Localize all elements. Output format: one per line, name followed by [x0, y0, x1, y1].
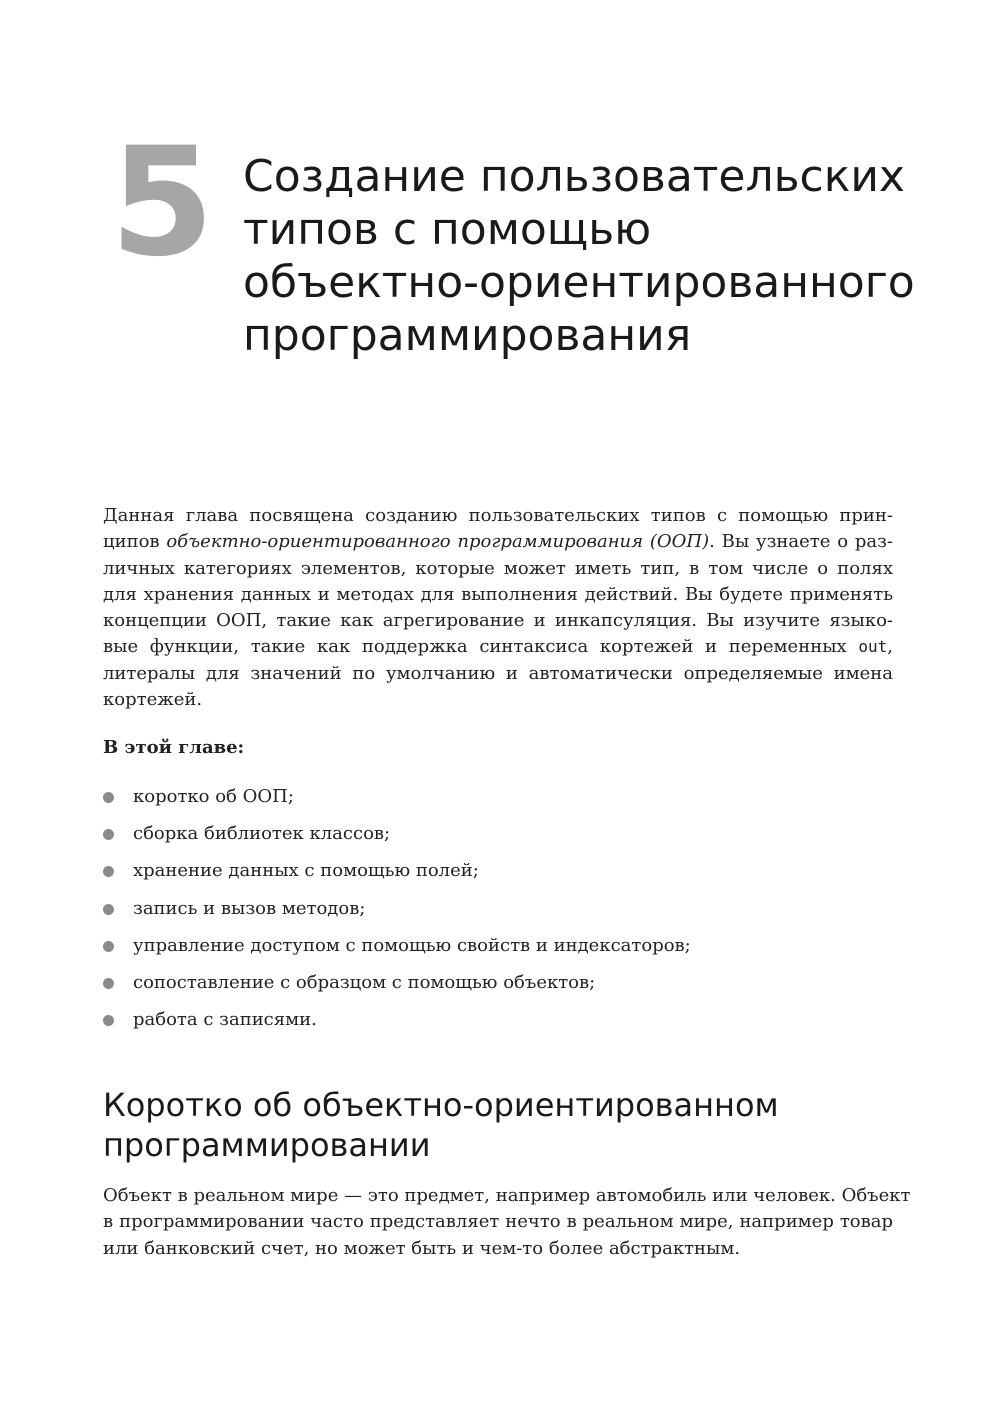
list-item-text: сопоставление с образцом с помощью объектов;	[133, 971, 596, 993]
section-paragraph	[103, 1183, 911, 1262]
bullet-icon	[103, 1015, 114, 1026]
intro-line	[103, 529, 893, 555]
chapter-title-line: Создание пользовательских	[243, 151, 905, 202]
section-line: или банковский счет, но может быть и чем-то более абстрактным.	[103, 1237, 741, 1259]
in-chapter-heading: В этой главе:	[103, 737, 245, 758]
section-title-line: Коротко об объектно-ориентированном	[103, 1086, 779, 1124]
section-title-line: программировании	[103, 1126, 431, 1164]
chapter-title-line: типов с помощью	[243, 204, 652, 255]
intro-line: для хранения данных и методах для выполнения действий. Вы будете применять	[103, 583, 893, 605]
intro-line: кортежей.	[103, 689, 203, 711]
list-item-text: управление доступом с помощью свойств и индексаторов;	[133, 934, 691, 956]
intro-line	[103, 634, 893, 660]
chapter-title-line: программирования	[243, 310, 692, 361]
topic-list	[103, 784, 691, 1044]
bullet-icon	[103, 941, 114, 952]
list-item	[103, 970, 691, 1007]
intro-text: ,	[887, 636, 893, 658]
list-item-text: коротко об ООП;	[133, 786, 294, 807]
inline-code: out	[858, 637, 888, 657]
oop-term: объектно-ориентированного программирования (ООП)	[166, 531, 710, 553]
intro-paragraph	[103, 503, 893, 713]
intro-line: Данная глава посвящена созданию пользовательских типов с помощью прин-	[103, 505, 893, 526]
intro-line: литералы для значений по умолчанию и автоматически определяемые имена	[103, 662, 893, 684]
bullet-icon	[103, 829, 114, 840]
list-item	[103, 858, 691, 895]
intro-line: концепции ООП, такие как агрегирование и инкапсуляция. Вы изучите языко-	[103, 610, 893, 632]
chapter-number: 5	[110, 116, 215, 290]
bullet-icon	[103, 904, 114, 915]
intro-text: ципов	[103, 531, 167, 553]
chapter-title-line: объектно-ориентированного	[243, 257, 915, 308]
list-item	[103, 1007, 691, 1044]
bullet-icon	[103, 978, 114, 989]
bullet-icon	[103, 792, 114, 803]
list-item-text: работа с записями.	[133, 1009, 317, 1031]
intro-line: личных категориях элементов, которые может иметь тип, в том числе о полях	[103, 557, 893, 579]
intro-text: вые функции, такие как поддержка синтаксиса кортежей и переменных	[103, 636, 859, 658]
list-item	[103, 784, 691, 821]
section-title	[103, 1085, 903, 1165]
bullet-icon	[103, 866, 114, 877]
intro-text: . Вы узнаете о раз-	[709, 531, 893, 553]
section-line: Объект в реальном мире — это предмет, например автомобиль или человек. Объект	[103, 1185, 911, 1206]
list-item-text: запись и вызов методов;	[133, 897, 366, 919]
section-line: в программировании часто представляет нечто в реальном мире, например товар	[103, 1211, 893, 1233]
list-item-text: хранение данных с помощью полей;	[133, 860, 479, 882]
list-item	[103, 933, 691, 970]
chapter-title	[243, 150, 963, 362]
list-item	[103, 821, 691, 858]
list-item	[103, 896, 691, 933]
list-item-text: сборка библиотек классов;	[133, 823, 391, 845]
